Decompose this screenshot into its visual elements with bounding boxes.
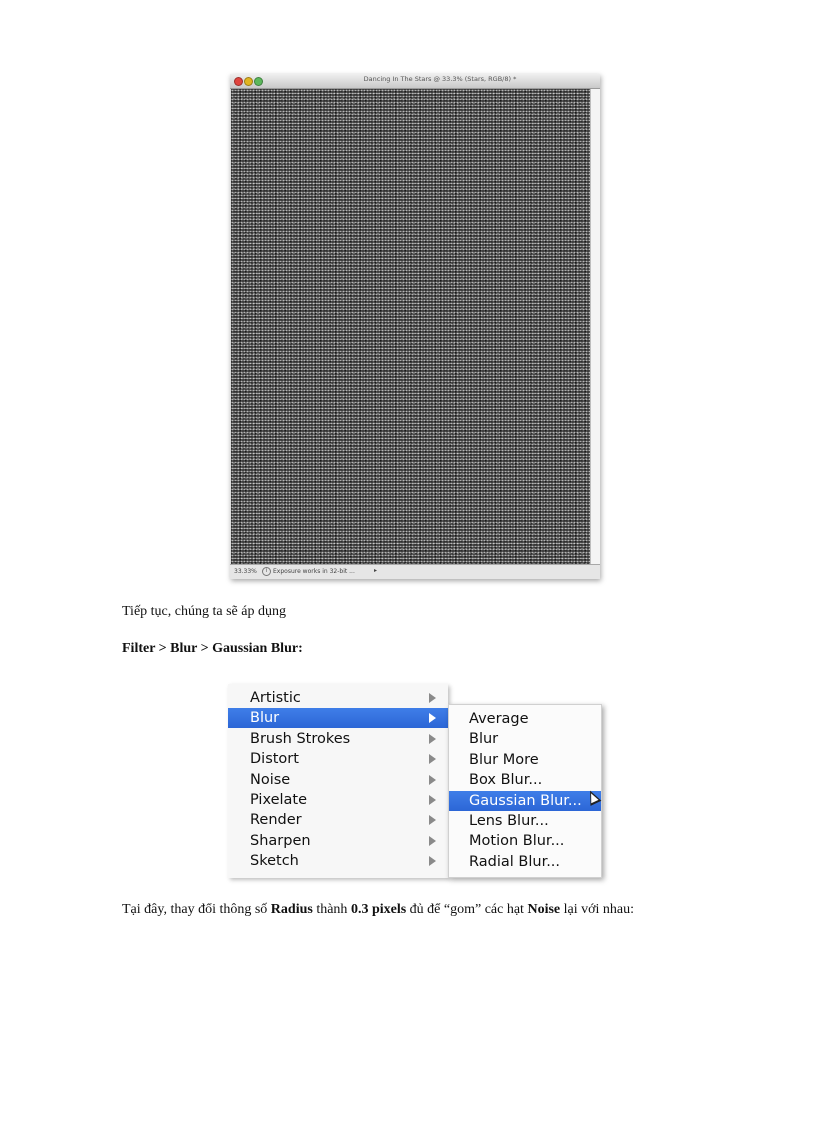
status-info-icon[interactable]: i: [262, 567, 271, 576]
filter-menu-screenshot: [228, 684, 604, 878]
filter-menu: [228, 684, 448, 878]
zoom-window-button[interactable]: [254, 77, 263, 86]
submenu-arrow-icon: [429, 754, 436, 764]
menu-item-sharpen[interactable]: Sharpen: [228, 831, 448, 851]
submenu-item-lens-blur[interactable]: Lens Blur...: [469, 813, 549, 829]
paragraph-radius-instruction: Tại đây, thay đổi thông số Radius thành 0.3 pixels đủ để “gom” các hạt Noise lại với nhau:: [122, 902, 635, 917]
paragraph-continue: Tiếp tục, chúng ta sẽ áp dụng: [122, 604, 286, 619]
submenu-item-box-blur[interactable]: Box Blur...: [469, 772, 543, 788]
submenu-arrow-icon: [429, 795, 436, 805]
submenu-arrow-icon: [429, 734, 436, 744]
menu-item-distort[interactable]: Distort: [228, 749, 448, 769]
submenu-item-motion-blur[interactable]: Motion Blur...: [469, 833, 565, 849]
submenu-arrow-icon: [429, 815, 436, 825]
submenu-arrow-icon: [429, 856, 436, 866]
window-titlebar: [230, 74, 600, 89]
menu-item-render[interactable]: Render: [228, 810, 448, 830]
menu-item-pixelate[interactable]: Pixelate: [228, 790, 448, 810]
noise-canvas[interactable]: [231, 89, 590, 564]
menu-item-blur[interactable]: Blur: [228, 708, 448, 728]
submenu-arrow-icon: [429, 693, 436, 703]
submenu-arrow-icon: [429, 836, 436, 846]
submenu-item-average[interactable]: Average: [469, 711, 529, 727]
menu-item-sketch[interactable]: Sketch: [228, 851, 448, 871]
menu-item-noise[interactable]: Noise: [228, 770, 448, 790]
menu-item-brush-strokes[interactable]: Brush Strokes: [228, 729, 448, 749]
paragraph-menu-path: Filter > Blur > Gaussian Blur:: [122, 641, 303, 656]
status-bar: [230, 564, 600, 579]
minimize-window-button[interactable]: [244, 77, 253, 86]
close-window-button[interactable]: [234, 77, 243, 86]
status-menu-arrow-icon[interactable]: ▸: [374, 567, 378, 574]
submenu-arrow-icon: [429, 775, 436, 785]
submenu-arrow-icon: [429, 713, 436, 723]
window-title: Dancing In The Stars @ 33.3% (Stars, RGB/8) *: [363, 75, 517, 83]
submenu-item-blur-more[interactable]: Blur More: [469, 752, 539, 768]
photoshop-document-window: [230, 74, 600, 579]
submenu-item-blur[interactable]: Blur: [469, 731, 499, 747]
submenu-item-gaussian-blur[interactable]: Gaussian Blur...: [449, 791, 601, 811]
menu-item-artistic[interactable]: Artistic: [228, 688, 448, 708]
blur-submenu: [448, 704, 602, 878]
zoom-level[interactable]: 33.33%: [234, 568, 257, 575]
vertical-scrollbar[interactable]: [590, 89, 600, 564]
submenu-item-radial-blur[interactable]: Radial Blur...: [469, 854, 561, 870]
status-text: Exposure works in 32-bit ...: [273, 568, 355, 575]
